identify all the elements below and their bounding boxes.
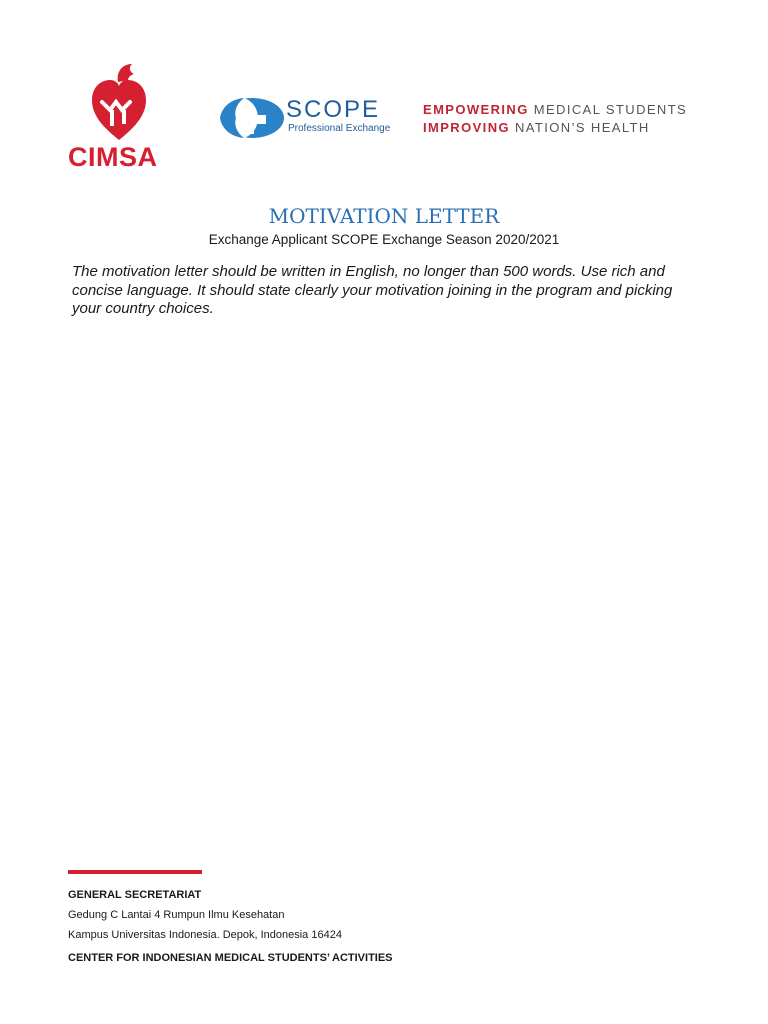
cimsa-wordmark: CIMSA xyxy=(68,142,158,172)
letterhead xyxy=(0,0,768,180)
tagline-improving: IMPROVING xyxy=(423,120,510,135)
tagline-line-1 xyxy=(423,101,687,119)
tagline-medical-students: MEDICAL STUDENTS xyxy=(528,102,688,117)
document-subtitle: Exchange Applicant SCOPE Exchange Season 2020/2021 xyxy=(208,232,560,247)
scope-logo xyxy=(214,96,394,142)
tagline-line-2 xyxy=(423,119,687,137)
cimsa-logo xyxy=(66,62,176,172)
tagline xyxy=(423,101,687,137)
scope-subtitle: Professional Exchange xyxy=(288,123,391,134)
footer-address-line-1: Gedung C Lantai 4 Rumpun Ilmu Kesehatan xyxy=(68,909,285,921)
tagline-empowering: EMPOWERING xyxy=(423,102,529,117)
footer-divider xyxy=(68,870,202,874)
footer-heading: GENERAL SECRETARIAT xyxy=(68,889,202,901)
scope-emblem-icon xyxy=(214,96,284,140)
scope-wordmark: SCOPE xyxy=(286,96,381,123)
tagline-nations-health: NATION’S HEALTH xyxy=(510,120,650,135)
instructions-text: The motivation letter should be written in English, no longer than 500 words. Use rich and concise language. It should state clearly your motivation joining in the program and picking your country choices. xyxy=(72,263,673,317)
document-title: MOTIVATION LETTER xyxy=(268,204,500,228)
footer-address-line-2: Kampus Universitas Indonesia. Depok, Indonesia 16424 xyxy=(68,929,342,941)
footer-organization: CENTER FOR INDONESIAN MEDICAL STUDENTS’ ACTIVITIES xyxy=(68,952,393,964)
cimsa-bird-heart-icon xyxy=(88,62,150,142)
